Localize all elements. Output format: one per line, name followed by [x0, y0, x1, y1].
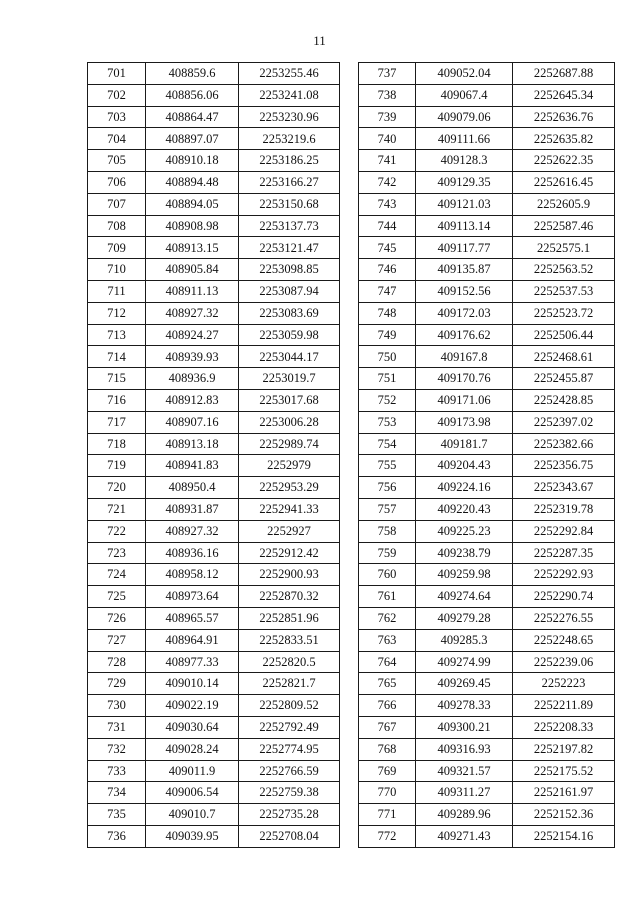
- point-number-cell: 770: [359, 782, 416, 804]
- point-number-cell: 734: [88, 782, 146, 804]
- x-coordinate-cell: 409269.45: [416, 673, 513, 695]
- x-coordinate-cell: 409181.7: [416, 433, 513, 455]
- point-number-cell: 701: [88, 63, 146, 85]
- x-coordinate-cell: 409121.03: [416, 193, 513, 215]
- point-number-cell: 733: [88, 760, 146, 782]
- point-number-cell: 720: [88, 477, 146, 499]
- x-coordinate-cell: 409271.43: [416, 825, 513, 847]
- y-coordinate-cell: 2252152.36: [513, 804, 615, 826]
- x-coordinate-cell: 409172.03: [416, 302, 513, 324]
- y-coordinate-cell: 2252833.51: [239, 629, 340, 651]
- x-coordinate-cell: 409171.06: [416, 389, 513, 411]
- point-number-cell: 753: [359, 411, 416, 433]
- table-row: [88, 695, 340, 717]
- y-coordinate-cell: 2252766.59: [239, 760, 340, 782]
- x-coordinate-cell: 409316.93: [416, 738, 513, 760]
- table-row: [359, 324, 615, 346]
- x-coordinate-cell: 409128.3: [416, 150, 513, 172]
- point-number-cell: 748: [359, 302, 416, 324]
- point-number-cell: 741: [359, 150, 416, 172]
- y-coordinate-cell: 2253083.69: [239, 302, 340, 324]
- x-coordinate-cell: 409170.76: [416, 368, 513, 390]
- point-number-cell: 713: [88, 324, 146, 346]
- point-number-cell: 760: [359, 564, 416, 586]
- x-coordinate-cell: 409274.99: [416, 651, 513, 673]
- x-coordinate-cell: 408911.13: [146, 280, 239, 302]
- y-coordinate-cell: 2252154.16: [513, 825, 615, 847]
- point-number-cell: 727: [88, 629, 146, 651]
- table-row: [88, 498, 340, 520]
- y-coordinate-cell: 2252211.89: [513, 695, 615, 717]
- y-coordinate-cell: 2252428.85: [513, 389, 615, 411]
- table-row: [359, 302, 615, 324]
- y-coordinate-cell: 2253230.96: [239, 106, 340, 128]
- x-coordinate-cell: 408936.9: [146, 368, 239, 390]
- point-number-cell: 710: [88, 259, 146, 281]
- point-number-cell: 716: [88, 389, 146, 411]
- y-coordinate-cell: 2253241.08: [239, 84, 340, 106]
- x-coordinate-cell: 409173.98: [416, 411, 513, 433]
- table-row: [359, 280, 615, 302]
- point-number-cell: 732: [88, 738, 146, 760]
- y-coordinate-cell: 2252563.52: [513, 259, 615, 281]
- y-coordinate-cell: 2252820.5: [239, 651, 340, 673]
- table-row: [88, 586, 340, 608]
- x-coordinate-cell: 409279.28: [416, 607, 513, 629]
- y-coordinate-cell: 2252455.87: [513, 368, 615, 390]
- x-coordinate-cell: 409300.21: [416, 716, 513, 738]
- point-number-cell: 754: [359, 433, 416, 455]
- point-number-cell: 756: [359, 477, 416, 499]
- x-coordinate-cell: 408905.84: [146, 259, 239, 281]
- y-coordinate-cell: 2252161.97: [513, 782, 615, 804]
- table-row: [359, 564, 615, 586]
- y-coordinate-cell: 2252912.42: [239, 542, 340, 564]
- point-number-cell: 767: [359, 716, 416, 738]
- x-coordinate-cell: 408958.12: [146, 564, 239, 586]
- x-coordinate-cell: 409010.7: [146, 804, 239, 826]
- table-row: [88, 302, 340, 324]
- y-coordinate-cell: 2253137.73: [239, 215, 340, 237]
- y-coordinate-cell: 2252622.35: [513, 150, 615, 172]
- table-row: [359, 782, 615, 804]
- x-coordinate-cell: 408941.83: [146, 455, 239, 477]
- table-row: [359, 607, 615, 629]
- point-number-cell: 731: [88, 716, 146, 738]
- x-coordinate-cell: 409011.9: [146, 760, 239, 782]
- y-coordinate-cell: 2253219.6: [239, 128, 340, 150]
- x-coordinate-cell: 408908.98: [146, 215, 239, 237]
- table-row: [88, 673, 340, 695]
- x-coordinate-cell: 409006.54: [146, 782, 239, 804]
- table-row: [88, 106, 340, 128]
- y-coordinate-cell: 2252468.61: [513, 346, 615, 368]
- table-row: [88, 324, 340, 346]
- x-coordinate-cell: 408950.4: [146, 477, 239, 499]
- y-coordinate-cell: 2252397.02: [513, 411, 615, 433]
- point-number-cell: 752: [359, 389, 416, 411]
- x-coordinate-cell: 408859.6: [146, 63, 239, 85]
- x-coordinate-cell: 408931.87: [146, 498, 239, 520]
- table-row: [359, 411, 615, 433]
- x-coordinate-cell: 409224.16: [416, 477, 513, 499]
- point-number-cell: 740: [359, 128, 416, 150]
- point-number-cell: 717: [88, 411, 146, 433]
- y-coordinate-cell: 2252851.96: [239, 607, 340, 629]
- x-coordinate-cell: 409225.23: [416, 520, 513, 542]
- point-number-cell: 744: [359, 215, 416, 237]
- y-coordinate-cell: 2253186.25: [239, 150, 340, 172]
- y-coordinate-cell: 2253019.7: [239, 368, 340, 390]
- x-coordinate-cell: 408907.16: [146, 411, 239, 433]
- x-coordinate-cell: 409204.43: [416, 455, 513, 477]
- y-coordinate-cell: 2252208.33: [513, 716, 615, 738]
- point-number-cell: 722: [88, 520, 146, 542]
- y-coordinate-cell: 2252635.82: [513, 128, 615, 150]
- point-number-cell: 745: [359, 237, 416, 259]
- x-coordinate-cell: 408897.07: [146, 128, 239, 150]
- point-number-cell: 758: [359, 520, 416, 542]
- table-row: [88, 716, 340, 738]
- table-row: [88, 237, 340, 259]
- y-coordinate-cell: 2252319.78: [513, 498, 615, 520]
- point-number-cell: 709: [88, 237, 146, 259]
- point-number-cell: 738: [359, 84, 416, 106]
- table-row: [359, 542, 615, 564]
- point-number-cell: 702: [88, 84, 146, 106]
- table-row: [88, 782, 340, 804]
- point-number-cell: 768: [359, 738, 416, 760]
- point-number-cell: 769: [359, 760, 416, 782]
- y-coordinate-cell: 2253087.94: [239, 280, 340, 302]
- point-number-cell: 726: [88, 607, 146, 629]
- point-number-cell: 762: [359, 607, 416, 629]
- x-coordinate-cell: 408913.18: [146, 433, 239, 455]
- x-coordinate-cell: 408927.32: [146, 520, 239, 542]
- x-coordinate-cell: 409028.24: [146, 738, 239, 760]
- table-row: [359, 346, 615, 368]
- x-coordinate-cell: 408913.15: [146, 237, 239, 259]
- x-coordinate-cell: 409274.64: [416, 586, 513, 608]
- point-number-cell: 712: [88, 302, 146, 324]
- y-coordinate-cell: 2252687.88: [513, 63, 615, 85]
- table-row: [88, 346, 340, 368]
- y-coordinate-cell: 2252343.67: [513, 477, 615, 499]
- y-coordinate-cell: 2252292.93: [513, 564, 615, 586]
- x-coordinate-cell: 408894.05: [146, 193, 239, 215]
- y-coordinate-cell: 2252708.04: [239, 825, 340, 847]
- x-coordinate-cell: 409030.64: [146, 716, 239, 738]
- x-coordinate-cell: 409052.04: [416, 63, 513, 85]
- x-coordinate-cell: 409167.8: [416, 346, 513, 368]
- point-number-cell: 715: [88, 368, 146, 390]
- table-row: [88, 542, 340, 564]
- point-number-cell: 708: [88, 215, 146, 237]
- point-number-cell: 723: [88, 542, 146, 564]
- x-coordinate-cell: 408977.33: [146, 651, 239, 673]
- table-row: [359, 804, 615, 826]
- table-row: [88, 738, 340, 760]
- table-row: [88, 280, 340, 302]
- y-coordinate-cell: 2252356.75: [513, 455, 615, 477]
- table-row: [359, 237, 615, 259]
- x-coordinate-cell: 409220.43: [416, 498, 513, 520]
- y-coordinate-cell: 2252575.1: [513, 237, 615, 259]
- point-number-cell: 743: [359, 193, 416, 215]
- table-row: [88, 193, 340, 215]
- table-row: [359, 520, 615, 542]
- y-coordinate-cell: 2253255.46: [239, 63, 340, 85]
- y-coordinate-cell: 2253006.28: [239, 411, 340, 433]
- table-row: [88, 760, 340, 782]
- x-coordinate-cell: 409079.06: [416, 106, 513, 128]
- point-number-cell: 751: [359, 368, 416, 390]
- x-coordinate-cell: 409039.95: [146, 825, 239, 847]
- table-row: [359, 215, 615, 237]
- x-coordinate-cell: 409117.77: [416, 237, 513, 259]
- table-row: [359, 84, 615, 106]
- table-row: [88, 433, 340, 455]
- y-coordinate-cell: 2252287.35: [513, 542, 615, 564]
- table-row: [88, 564, 340, 586]
- y-coordinate-cell: 2252506.44: [513, 324, 615, 346]
- y-coordinate-cell: 2253017.68: [239, 389, 340, 411]
- point-number-cell: 735: [88, 804, 146, 826]
- table-row: [88, 128, 340, 150]
- point-number-cell: 737: [359, 63, 416, 85]
- point-number-cell: 765: [359, 673, 416, 695]
- x-coordinate-cell: 408973.64: [146, 586, 239, 608]
- table-row: [88, 825, 340, 847]
- table-row: [359, 106, 615, 128]
- x-coordinate-cell: 408964.91: [146, 629, 239, 651]
- table-row: [88, 651, 340, 673]
- x-coordinate-cell: 408924.27: [146, 324, 239, 346]
- y-coordinate-cell: 2252290.74: [513, 586, 615, 608]
- table-row: [359, 193, 615, 215]
- y-coordinate-cell: 2252809.52: [239, 695, 340, 717]
- point-number-cell: 763: [359, 629, 416, 651]
- y-coordinate-cell: 2253166.27: [239, 171, 340, 193]
- x-coordinate-cell: 409285.3: [416, 629, 513, 651]
- table-row: [88, 804, 340, 826]
- y-coordinate-cell: 2252735.28: [239, 804, 340, 826]
- y-coordinate-cell: 2252979: [239, 455, 340, 477]
- y-coordinate-cell: 2252927: [239, 520, 340, 542]
- y-coordinate-cell: 2252774.95: [239, 738, 340, 760]
- table-row: [88, 259, 340, 281]
- y-coordinate-cell: 2252616.45: [513, 171, 615, 193]
- y-coordinate-cell: 2252759.38: [239, 782, 340, 804]
- table-row: [88, 607, 340, 629]
- table-row: [88, 629, 340, 651]
- y-coordinate-cell: 2252941.33: [239, 498, 340, 520]
- x-coordinate-cell: 409022.19: [146, 695, 239, 717]
- coordinate-table-left: [87, 62, 340, 848]
- y-coordinate-cell: 2252197.82: [513, 738, 615, 760]
- point-number-cell: 766: [359, 695, 416, 717]
- y-coordinate-cell: 2252989.74: [239, 433, 340, 455]
- point-number-cell: 772: [359, 825, 416, 847]
- table-row: [359, 629, 615, 651]
- table-row: [359, 259, 615, 281]
- y-coordinate-cell: 2252900.93: [239, 564, 340, 586]
- y-coordinate-cell: 2252292.84: [513, 520, 615, 542]
- table-row: [88, 150, 340, 172]
- y-coordinate-cell: 2252537.53: [513, 280, 615, 302]
- x-coordinate-cell: 409067.4: [416, 84, 513, 106]
- y-coordinate-cell: 2253044.17: [239, 346, 340, 368]
- table-row: [359, 63, 615, 85]
- point-number-cell: 705: [88, 150, 146, 172]
- table-row: [359, 760, 615, 782]
- y-coordinate-cell: 2252792.49: [239, 716, 340, 738]
- point-number-cell: 711: [88, 280, 146, 302]
- table-row: [359, 368, 615, 390]
- point-number-cell: 736: [88, 825, 146, 847]
- y-coordinate-cell: 2252821.7: [239, 673, 340, 695]
- point-number-cell: 755: [359, 455, 416, 477]
- table-row: [88, 215, 340, 237]
- table-row: [359, 498, 615, 520]
- point-number-cell: 764: [359, 651, 416, 673]
- x-coordinate-cell: 409321.57: [416, 760, 513, 782]
- x-coordinate-cell: 408936.16: [146, 542, 239, 564]
- table-row: [359, 150, 615, 172]
- point-number-cell: 719: [88, 455, 146, 477]
- x-coordinate-cell: 409135.87: [416, 259, 513, 281]
- table-row: [359, 455, 615, 477]
- x-coordinate-cell: 408864.47: [146, 106, 239, 128]
- x-coordinate-cell: 409311.27: [416, 782, 513, 804]
- x-coordinate-cell: 408927.32: [146, 302, 239, 324]
- table-row: [359, 695, 615, 717]
- table-row: [88, 84, 340, 106]
- table-row: [359, 673, 615, 695]
- y-coordinate-cell: 2252239.06: [513, 651, 615, 673]
- x-coordinate-cell: 409259.98: [416, 564, 513, 586]
- point-number-cell: 724: [88, 564, 146, 586]
- table-row: [88, 368, 340, 390]
- x-coordinate-cell: 409278.33: [416, 695, 513, 717]
- table-row: [359, 128, 615, 150]
- x-coordinate-cell: 408939.93: [146, 346, 239, 368]
- table-row: [88, 455, 340, 477]
- y-coordinate-cell: 2252587.46: [513, 215, 615, 237]
- x-coordinate-cell: 409289.96: [416, 804, 513, 826]
- x-coordinate-cell: 409010.14: [146, 673, 239, 695]
- y-coordinate-cell: 2252523.72: [513, 302, 615, 324]
- point-number-cell: 759: [359, 542, 416, 564]
- point-number-cell: 739: [359, 106, 416, 128]
- y-coordinate-cell: 2252953.29: [239, 477, 340, 499]
- x-coordinate-cell: 408965.57: [146, 607, 239, 629]
- table-row: [359, 171, 615, 193]
- point-number-cell: 747: [359, 280, 416, 302]
- coordinate-table-right: [358, 62, 615, 848]
- point-number-cell: 728: [88, 651, 146, 673]
- point-number-cell: 749: [359, 324, 416, 346]
- table-row: [359, 477, 615, 499]
- x-coordinate-cell: 409111.66: [416, 128, 513, 150]
- y-coordinate-cell: 2252605.9: [513, 193, 615, 215]
- x-coordinate-cell: 408894.48: [146, 171, 239, 193]
- point-number-cell: 721: [88, 498, 146, 520]
- point-number-cell: 761: [359, 586, 416, 608]
- y-coordinate-cell: 2253121.47: [239, 237, 340, 259]
- point-number-cell: 757: [359, 498, 416, 520]
- x-coordinate-cell: 408912.83: [146, 389, 239, 411]
- point-number-cell: 746: [359, 259, 416, 281]
- y-coordinate-cell: 2252248.65: [513, 629, 615, 651]
- point-number-cell: 707: [88, 193, 146, 215]
- table-row: [88, 63, 340, 85]
- point-number-cell: 718: [88, 433, 146, 455]
- y-coordinate-cell: 2252645.34: [513, 84, 615, 106]
- y-coordinate-cell: 2253059.98: [239, 324, 340, 346]
- y-coordinate-cell: 2252223: [513, 673, 615, 695]
- table-row: [88, 520, 340, 542]
- table-row: [359, 738, 615, 760]
- point-number-cell: 729: [88, 673, 146, 695]
- x-coordinate-cell: 408910.18: [146, 150, 239, 172]
- y-coordinate-cell: 2252276.55: [513, 607, 615, 629]
- point-number-cell: 704: [88, 128, 146, 150]
- page-number: 11: [313, 33, 326, 48]
- table-row: [88, 171, 340, 193]
- y-coordinate-cell: 2253098.85: [239, 259, 340, 281]
- x-coordinate-cell: 409113.14: [416, 215, 513, 237]
- point-number-cell: 750: [359, 346, 416, 368]
- point-number-cell: 714: [88, 346, 146, 368]
- x-coordinate-cell: 409238.79: [416, 542, 513, 564]
- y-coordinate-cell: 2252636.76: [513, 106, 615, 128]
- point-number-cell: 771: [359, 804, 416, 826]
- table-row: [359, 389, 615, 411]
- table-row: [359, 716, 615, 738]
- table-row: [359, 433, 615, 455]
- point-number-cell: 706: [88, 171, 146, 193]
- x-coordinate-cell: 409129.35: [416, 171, 513, 193]
- point-number-cell: 725: [88, 586, 146, 608]
- x-coordinate-cell: 409176.62: [416, 324, 513, 346]
- x-coordinate-cell: 408856.06: [146, 84, 239, 106]
- table-row: [359, 651, 615, 673]
- x-coordinate-cell: 409152.56: [416, 280, 513, 302]
- table-row: [359, 825, 615, 847]
- table-row: [88, 411, 340, 433]
- point-number-cell: 742: [359, 171, 416, 193]
- point-number-cell: 703: [88, 106, 146, 128]
- y-coordinate-cell: 2252175.52: [513, 760, 615, 782]
- table-row: [359, 586, 615, 608]
- table-row: [88, 477, 340, 499]
- y-coordinate-cell: 2252870.32: [239, 586, 340, 608]
- table-row: [88, 389, 340, 411]
- y-coordinate-cell: 2252382.66: [513, 433, 615, 455]
- point-number-cell: 730: [88, 695, 146, 717]
- y-coordinate-cell: 2253150.68: [239, 193, 340, 215]
